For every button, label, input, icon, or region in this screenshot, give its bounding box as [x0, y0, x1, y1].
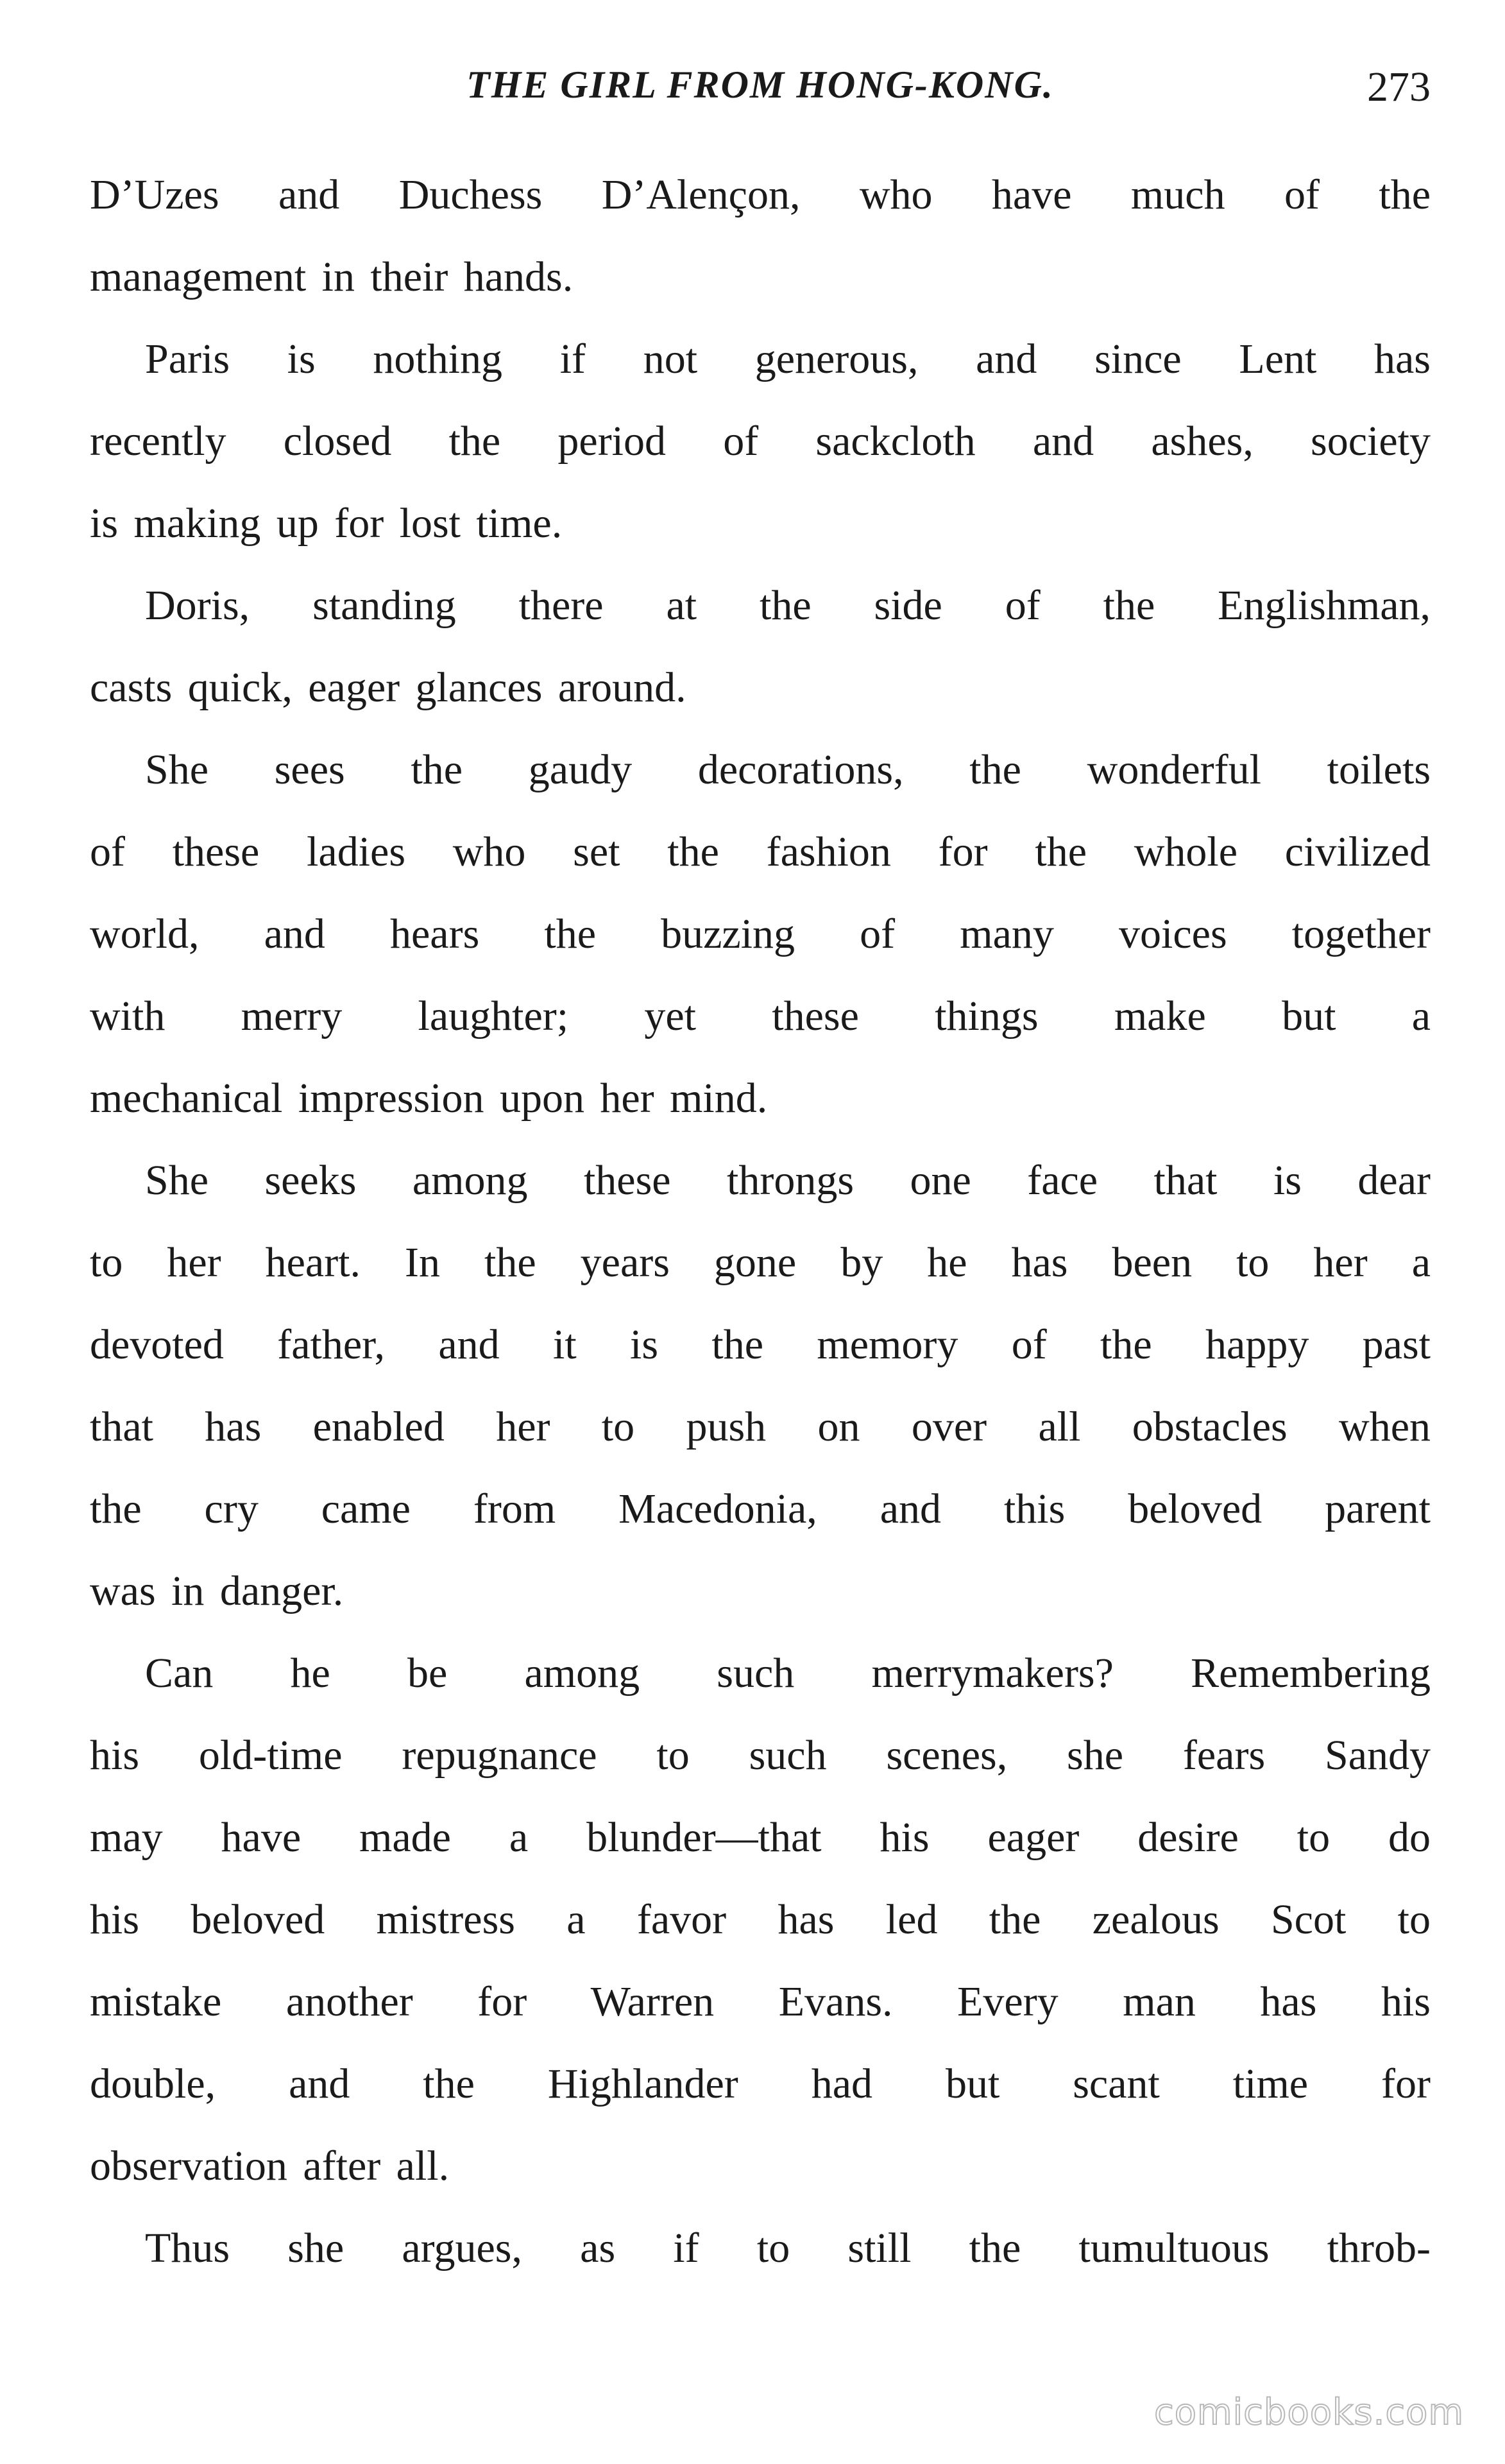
- text-line: observation after all.: [90, 2143, 450, 2189]
- text-line: his beloved mistress a favor has led the zealous Scot to: [90, 1896, 1431, 1943]
- text-line: Paris is nothing if not generous, and since Lent has: [145, 336, 1431, 382]
- text-line: the cry came from Macedonia, and this beloved parent: [90, 1485, 1431, 1532]
- running-title: THE GIRL FROM HONG-KONG.: [466, 64, 1054, 106]
- text-line: Doris, standing there at the side of the Englishman,: [145, 582, 1431, 629]
- text-line: mistake another for Warren Evans. Every man has his: [90, 1978, 1431, 2025]
- text-line: was in danger.: [90, 1568, 344, 1614]
- text-line: She sees the gaudy decorations, the wonderful toilets: [145, 746, 1431, 793]
- text-line: management in their hands.: [90, 253, 574, 300]
- text-line: world, and hears the buzzing of many voices together: [90, 911, 1431, 957]
- text-line: casts quick, eager glances around.: [90, 664, 686, 711]
- text-line: devoted father, and it is the memory of the happy past: [90, 1321, 1431, 1368]
- watermark: comicbooks.com: [1153, 2391, 1464, 2433]
- text-line: double, and the Highlander had but scant time for: [90, 2060, 1431, 2107]
- text-line: Can he be among such merrymakers? Remembering: [145, 1650, 1431, 1697]
- text-line: may have made a blunder—that his eager desire to do: [90, 1814, 1431, 1861]
- text-line: of these ladies who set the fashion for the whole civilized: [90, 828, 1431, 875]
- text-line: recently closed the period of sackcloth and ashes, society: [90, 418, 1431, 465]
- text-line: D’Uzes and Duchess D’Alençon, who have much of the: [90, 171, 1431, 218]
- page-number: 273: [1367, 64, 1431, 110]
- text-line: She seeks among these throngs one face that is dear: [145, 1157, 1431, 1204]
- text-line: Thus she argues, as if to still the tumultuous throb-: [145, 2225, 1431, 2272]
- running-head: [90, 63, 1431, 121]
- body-text: [90, 154, 1431, 2289]
- text-line: that has enabled her to push on over all obstacles when: [90, 1403, 1431, 1450]
- text-line: is making up for lost time.: [90, 500, 563, 547]
- text-line: with merry laughter; yet these things make but a: [90, 993, 1431, 1040]
- text-line: mechanical impression upon her mind.: [90, 1075, 768, 1122]
- text-line: to her heart. In the years gone by he has been to her a: [90, 1239, 1431, 1286]
- text-line: his old-time repugnance to such scenes, she fears Sandy: [90, 1732, 1431, 1779]
